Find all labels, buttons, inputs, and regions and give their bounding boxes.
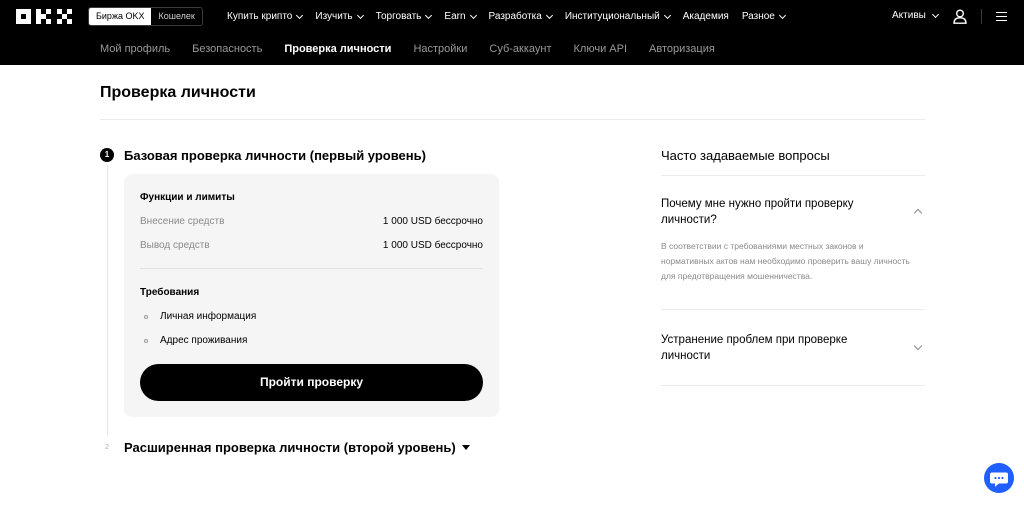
nav-label: Разработка [488, 11, 542, 22]
exchange-mode-tab[interactable]: Биржа OKX [89, 8, 151, 25]
nav-label: Изучить [315, 11, 353, 22]
requirement-item [140, 311, 256, 322]
title-divider [100, 119, 925, 120]
chevron-down-icon [357, 11, 364, 18]
step-1-badge: 1 [100, 148, 114, 162]
faq-divider [661, 385, 925, 386]
hamburger-menu-icon[interactable] [996, 12, 1007, 21]
requirement-label: Личная информация [160, 311, 257, 322]
deposit-limit-label: Внесение средств [140, 216, 225, 227]
bullet-icon [144, 339, 148, 343]
step-2-badge: 2 [105, 444, 109, 451]
chevron-down-icon [296, 11, 303, 18]
card-divider [140, 268, 483, 269]
faq-divider [661, 175, 925, 176]
nav-institutional[interactable] [565, 11, 670, 22]
assets-label: Активы [892, 10, 926, 21]
profile-subnav [100, 33, 737, 65]
nav-academy[interactable] [683, 11, 729, 22]
nav-learn[interactable] [315, 11, 362, 22]
requirements-heading: Требования [140, 287, 200, 298]
step-2-title: Расширенная проверка личности (второй уровень) [124, 440, 456, 455]
caret-down-icon [462, 445, 470, 450]
header-divider [981, 9, 982, 24]
nav-build[interactable] [489, 11, 552, 22]
faq-divider [661, 309, 925, 310]
support-chat-button[interactable] [984, 463, 1014, 493]
page-title: Проверка личности [100, 84, 256, 101]
chevron-down-icon [469, 11, 476, 18]
nav-more[interactable] [742, 11, 785, 22]
nav-label: Торговать [375, 11, 422, 22]
step-1-title: Базовая проверка личности (первый уровень) [124, 148, 426, 163]
requirement-item [140, 335, 247, 346]
subnav-sub-account[interactable]: Суб-аккаунт [489, 43, 552, 55]
okx-logo[interactable] [16, 9, 72, 24]
chevron-down-icon [932, 10, 939, 17]
withdraw-limit-label: Вывод средств [140, 240, 210, 251]
faq-answer-1: В соответствии с требованиями местных законов и нормативных актов нам необходимо проверить вашу личность для предотвращения мошенничества. [661, 241, 910, 281]
nav-label: Купить крипто [227, 11, 293, 22]
user-icon[interactable] [953, 9, 967, 24]
chevron-down-icon[interactable] [914, 342, 922, 350]
subnav-authorization[interactable]: Авторизация [649, 43, 715, 55]
nav-label: Институциональный [564, 11, 660, 22]
top-header [0, 0, 1024, 65]
faq-question-2[interactable]: Устранение проблем при проверке личности [661, 334, 848, 362]
subnav-identity-verification[interactable]: Проверка личности [284, 43, 392, 55]
basic-verification-card [124, 174, 499, 417]
faq-title: Часто задаваемые вопросы [661, 148, 830, 163]
chat-bubble-icon [984, 463, 1014, 493]
chevron-down-icon [425, 11, 432, 18]
nav-label: Разное [741, 11, 775, 22]
subnav-my-profile[interactable]: Мой профиль [100, 43, 171, 55]
faq-question-1[interactable]: Почему мне нужно пройти проверку личности? [661, 198, 854, 226]
chevron-down-icon [546, 11, 553, 18]
subnav-security[interactable]: Безопасность [192, 43, 263, 55]
chevron-up-icon[interactable] [914, 209, 922, 217]
start-verification-button[interactable]: Пройти проверку [140, 364, 483, 401]
main-nav [227, 0, 798, 33]
wallet-mode-tab[interactable]: Кошелек [158, 11, 195, 21]
requirement-label: Адрес проживания [160, 335, 248, 346]
assets-menu[interactable] [892, 10, 938, 21]
chevron-down-icon [779, 11, 786, 18]
nav-buy-crypto[interactable] [227, 11, 302, 22]
step-2-toggle[interactable] [124, 440, 470, 455]
exchange-wallet-switch [88, 7, 203, 26]
nav-trade[interactable] [376, 11, 432, 22]
features-heading: Функции и лимиты [140, 192, 235, 203]
subnav-api-keys[interactable]: Ключи API [573, 43, 627, 55]
nav-label: Earn [444, 11, 466, 22]
deposit-limit-value: 1 000 USD бессрочно [382, 216, 483, 227]
step-connector-line [107, 165, 108, 435]
nav-label: Академия [682, 11, 729, 22]
bullet-icon [144, 315, 148, 319]
main-nav-bar [0, 0, 1024, 33]
chevron-down-icon [664, 11, 671, 18]
withdraw-limit-value: 1 000 USD бессрочно [382, 240, 483, 251]
subnav-settings[interactable]: Настройки [413, 43, 468, 55]
nav-earn[interactable] [444, 11, 475, 22]
